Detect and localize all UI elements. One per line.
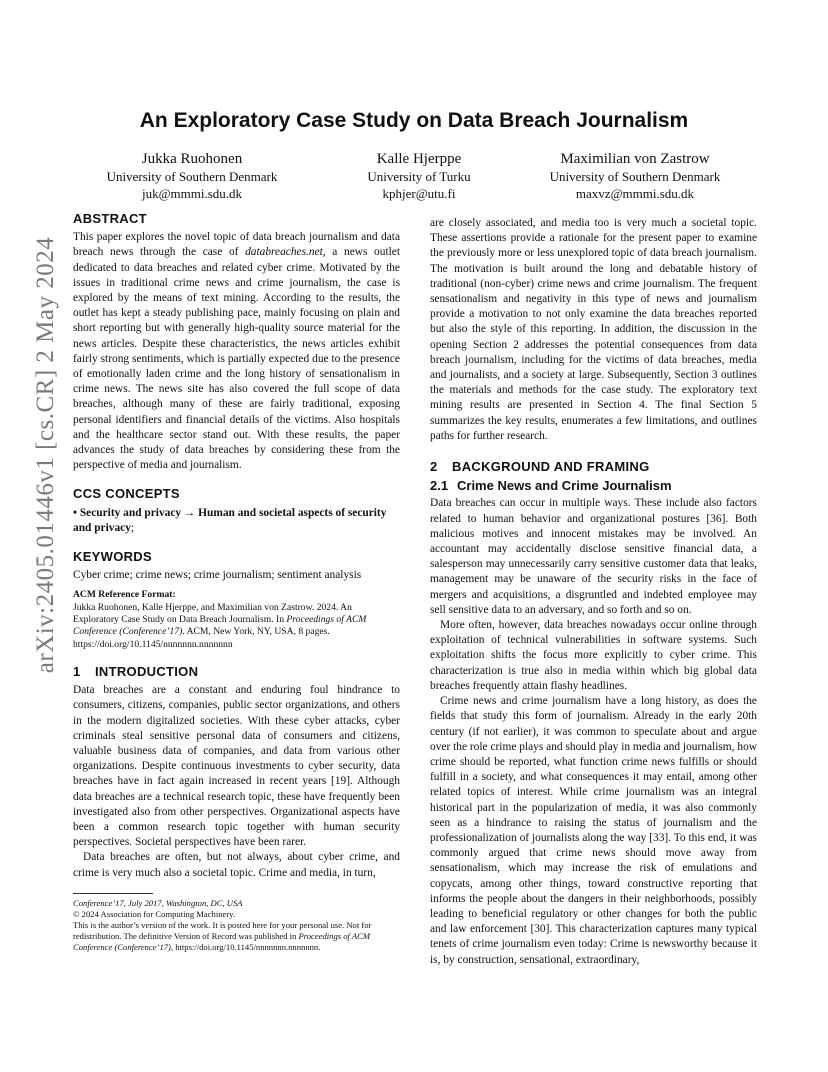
author-email: maxvz@mmmi.sdu.dk bbox=[575, 185, 695, 201]
ccs-section bbox=[73, 486, 400, 536]
author-name: Kalle Hjerppe bbox=[376, 151, 462, 167]
ccs-heading: CCS CONCEPTS bbox=[73, 486, 180, 502]
ccs-text: • Security and privacy → Human and societal aspects of security and privacy; bbox=[73, 506, 387, 534]
introduction-heading: 1 INTRODUCTION bbox=[73, 663, 199, 679]
subsection-heading: 2.1 Crime News and Crime Journalism bbox=[430, 478, 672, 494]
background-paragraph-3: Crime news and crime journalism have a long history, as does the fields that study this form of journalism. Already in the early 20th century (if not earlier), it was common to speculate about and argue over the role crime plays and should play in media and journalism, how crime should be reported, what function crime news fulfills or should fulfill in a society, and what consequences it may entail, among other related topics of interest. While crime journalism was an integral historical part in the popularization of media, it was also commonly seen as a hindrance to raising the status of journalism and the professionalization of journalists along the way [33]. To this end, it was commonly argued that crime news should move away from sensationalism, which may increase the risk of emulations and copycats, among other things, toward constructive reporting that informs the people about the dangers in their neighborhoods, possibly leading to beneficial regulatory or other changes for both the public and law enforcement [30]. This characterization captures many typical tenets of crime journalism even today: Crime is newsworthy because it is, by construction, sensational, extraordinary, bbox=[430, 695, 757, 966]
author-1 bbox=[92, 150, 292, 202]
reference-format-heading: ACM Reference Format: bbox=[73, 589, 176, 601]
keywords-section bbox=[73, 549, 400, 583]
footnote-venue: Conference’17, July 2017, Washington, DC, USA bbox=[73, 898, 243, 908]
footnote-rule bbox=[73, 893, 153, 894]
arxiv-stamp-text: arXiv:2405.01446v1 [cs.CR] 2 May 2024 bbox=[32, 236, 59, 674]
author-email: kphjer@utu.fi bbox=[382, 185, 456, 201]
reference-format bbox=[73, 589, 400, 650]
author-2 bbox=[329, 150, 509, 202]
keywords-text: Cyber crime; crime news; crime journalism; sentiment analysis bbox=[73, 569, 362, 582]
paper-title: An Exploratory Case Study on Data Breach Journalism bbox=[139, 109, 689, 132]
author-affiliation: University of Turku bbox=[367, 169, 471, 184]
background-section bbox=[430, 459, 757, 968]
author-email: juk@mmmi.sdu.dk bbox=[141, 185, 243, 201]
author-name: Jukka Ruohonen bbox=[141, 151, 243, 167]
arxiv-stamp bbox=[26, 230, 66, 680]
footnote-copyright: © 2024 Association for Computing Machinery. bbox=[73, 909, 236, 919]
reference-format-text: Jukka Ruohonen, Kalle Hjerppe, and Maximilian von Zastrow. 2024. An Exploratory Case Study on Data Breach Journalism. In Proceedings of ACM Conference (Conference’17). ACM, New York, NY, USA, 8 pages. https://doi.org/10.1145/nnnnnnn.nnnnnnn bbox=[73, 601, 367, 650]
author-name: Maximilian von Zastrow bbox=[560, 151, 710, 167]
right-column bbox=[430, 216, 757, 968]
abstract-heading: ABSTRACT bbox=[73, 211, 147, 226]
footnote bbox=[73, 893, 400, 953]
introduction-section bbox=[73, 664, 400, 881]
intro-continuation: are closely associated, and media too is very much a societal topic. These assertions provide a rationale for the present paper to examine the previously more or less unexplored topic of data breach journalism. The motivation is built around the long and debatable history of traditional (non-cyber) crime news and crime journalism. The frequent sensationalism and negativity in this type of news and journalism provide a motivation to not only examine the data breaches reported but also the style of this reporting. In addition, the discussion in the opening Section 2 addresses the potential consequences from data breach journalism, including for the victims of data breaches, media and journalists, and a society at large. Subsequently, Section 3 outlines the materials and methods for the case study. The exploratory text mining results are presented in Section 4. The final Section 5 summarizes the key results, enumerates a few limitations, and outlines paths for further research. bbox=[430, 217, 757, 442]
intro-paragraph-1: Data breaches are a constant and enduring foul hindrance to consumers, citizens, companies, public sector organizations, and others in the modern digitalized societies. With these cyber attacks, cyber criminals steal sensitive personal data of consumers and citizens, valuable business data of companies, and data from various other organizations. Despite continuous investments to cyber security, data breaches have in fact again increased in recent years [19]. Although data breaches are a technical research topic, these have frequently been investigated also from other perspectives. Organizational aspects have been a common research topic together with human security perspectives. Societal perspectives have been rarer. bbox=[73, 684, 400, 849]
left-column bbox=[73, 211, 400, 881]
background-paragraph-2: More often, however, data breaches nowadays occur online through exploitation of technical vulnerabilities in software systems. Such exploitation shifts the focus more explicitly to cyber crime. This characterization is true also in media within which big global data breaches frequently attain flashy headlines. bbox=[430, 619, 757, 692]
author-affiliation: University of Southern Denmark bbox=[549, 169, 721, 184]
background-paragraph-1: Data breaches can occur in multiple ways. These include also factors related to human behavior and organizational postures [36]. Both malicious motives and innocent mistakes may be involved. An accountant may accidentally disclose sensitive financial data, a salesperson may unnecessarily carry sensitive customer data that leaks, management may be unaware of the security risks in the face of mergers and acquisitions, a disgruntled and indebted employee may sell sensitive data to an adversary, and so forth and so on. bbox=[430, 497, 757, 616]
keywords-heading: KEYWORDS bbox=[73, 549, 152, 565]
abstract-text: This paper explores the novel topic of data breach journalism and data breach news through the case of databreaches.net, a news outlet dedicated to data breaches and related cyber crime. Motivated by the issues in traditional crime news and crime journalism, the case is explored by the means of text mining. According to the results, the outlet has kept a steady publishing pace, mainly focusing on plain and short reporting but with generally high-quality source material for the news articles. Despite these characteristics, the news articles exhibit fairly strong sentiments, which is partially expected due to the presence of emotionally laden crime and the long history of sensationalism in crime news. The news site has also covered the full scope of data breaches, although many of these are fairly traditional, exposing personal identifiers and financial details of the victims. Also hospitals and the healthcare sector stand out. With these results, the paper advances the study of data breaches by considering these from the perspective of media and journalism. bbox=[73, 231, 400, 472]
author-3 bbox=[530, 150, 740, 202]
background-heading: 2 BACKGROUND AND FRAMING bbox=[430, 459, 650, 475]
intro-paragraph-2: Data breaches are often, but not always, about cyber crime, and crime is very much also a societal topic. Crime and media, in turn, bbox=[73, 851, 400, 879]
footnote-notice: This is the author’s version of the work. It is posted here for your personal use. Not for redistribution. The definitive Version of Record was published in Proceedings of ACM Conference (Conference’17), https://doi.org/10.1145/nnnnnnn.nnnnnnn. bbox=[73, 920, 372, 952]
author-affiliation: University of Southern Denmark bbox=[106, 169, 278, 184]
